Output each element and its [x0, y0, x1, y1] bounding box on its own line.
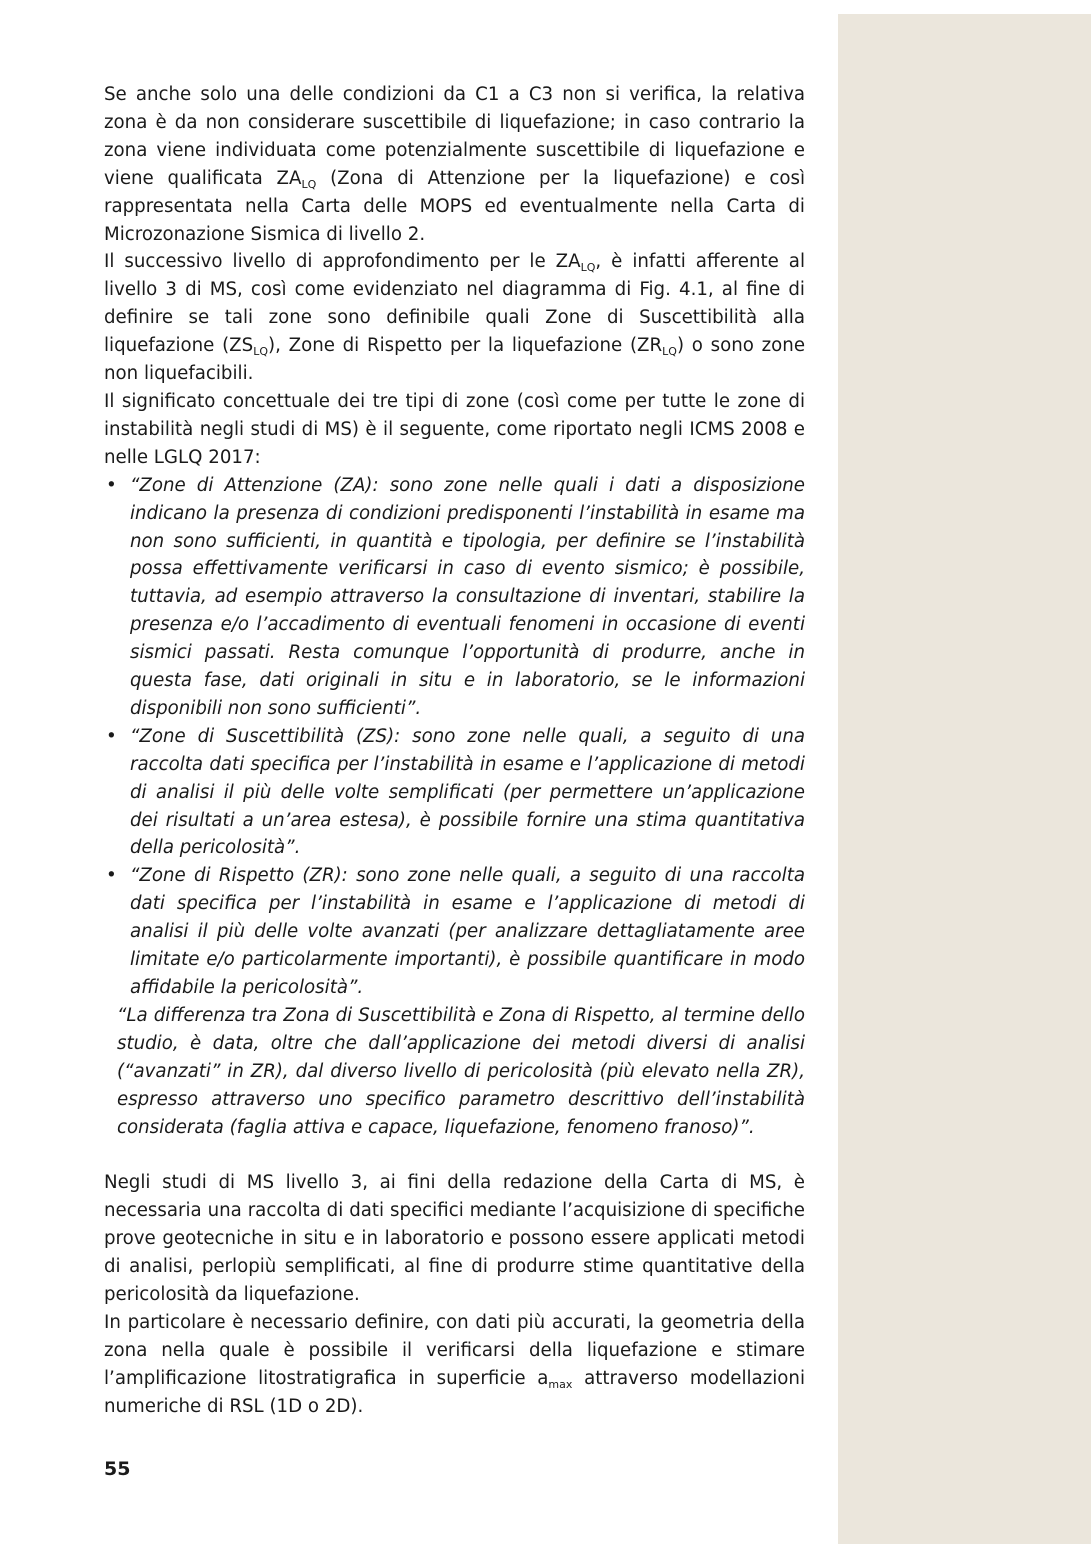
- paragraph-text: ) o sono zone non liquefacibili.: [104, 335, 806, 385]
- list-item-text: “Zone di Suscettibilità (ZS): sono zone nelle quali, a seguito di una raccolta dati specifica per l’instabilità in esame e l’applicazione di metodi di analisi il più delle volte semplificati (per permettere un’applicazione dei risultati a un’area estesa), è possibile fornire una stima quantitativa della pericolosità”.: [130, 725, 805, 859]
- subscript: LQ: [662, 345, 677, 359]
- paragraph-text: (Zona di Attenzione per la liquefazione) e così rappresentata nella Carta delle MOPS ed eventualmente nella Carta di Microzonazione Sismica di livello 2.: [104, 167, 805, 245]
- paragraph-level3: [104, 248, 805, 388]
- paragraph-text: Se anche solo una delle condizioni da C1 a C3 non si verifica, la relativa zona è da non considerare suscettibile di liquefazione; in caso contrario la zona viene individuata come potenzialmente suscettibile di liquefazione e viene qualificata ZA: [104, 84, 805, 189]
- paragraph-conditions: [104, 81, 805, 248]
- list-item-zs: [104, 723, 805, 863]
- subscript: LQ: [253, 345, 268, 359]
- list-item-text: “Zone di Attenzione (ZA): sono zone nelle quali i dati a disposizione indicano la presenza di condizioni predisponenti l’instabilità in esame ma non sono sufficienti, in quantità e tipologia, per definire se l’instabilità possa effettivamente verificarsi in caso di evento sismico; è possibile, tuttavia, ad esempio attraverso la consultazione di inventari, stabilire la presenza e/o l’accadimento di eventuali fenomeni in occasione di eventi sismici passati. Resta comunque l’opportunità di produrre, anche in questa fase, dati originali in situ e in laboratorio, se le informazioni disponibili non sono sufficienti”.: [130, 474, 805, 719]
- list-item-text: “Zone di Rispetto (ZR): sono zone nelle quali, a seguito di una raccolta dati specifica per l’instabilità in esame e l’applicazione di metodi di analisi il più delle volte avanzati (per analizzare dettagliatamente aree limitate e/o particolarmente importanti), è possibile quantificare in modo affidabile la pericolosità”.: [130, 865, 805, 998]
- subscript: LQ: [301, 177, 317, 191]
- bullet-icon: •: [106, 865, 117, 887]
- paragraph-text: ), Zone di Rispetto per la liquefazione (ZR: [268, 335, 663, 357]
- paragraph-spacer: [104, 1141, 805, 1169]
- paragraph-particular: [104, 1309, 805, 1421]
- page-body: [104, 81, 805, 1421]
- subscript: max: [548, 1377, 573, 1391]
- quote-block: “La differenza tra Zona di Suscettibilità e Zona di Rispetto, al termine dello studio, è data, oltre che dall’applicazione dei metodi diversi di analisi (“avanzati” in ZR), dal diverso livello di pericolosità (più elevato nella ZR), espresso attraverso uno specifico parametro descrittivo dell’instabilità considerata (faglia attiva e capace, liquefazione, fenomeno franoso)”.: [117, 1004, 805, 1138]
- side-margin-band: [838, 14, 1091, 1544]
- zone-definitions-list: [104, 472, 805, 1002]
- paragraph-ms-level3: Negli studi di MS livello 3, ai fini della redazione della Carta di MS, è necessaria una raccolta di dati specifici mediante l’acquisizione di specifiche prove geotecniche in situ e in laboratorio e possono essere applicati metodi di analisi, perlopiù semplificati, al fine di produrre stime quantitative della pericolosità da liquefazione.: [104, 1172, 805, 1306]
- page-number: 55: [104, 1458, 131, 1480]
- subscript: LQ: [580, 261, 596, 275]
- paragraph-text: Il successivo livello di approfondimento per le ZA: [104, 251, 581, 273]
- paragraph-text: attraverso modellazioni numeriche di RSL (1D o 2D).: [104, 1367, 806, 1417]
- bullet-icon: •: [106, 474, 117, 496]
- paragraph-text: , è infatti afferente al livello 3 di MS, così come evidenziato nel diagramma di Fig. 4.1, al fine di definire se tali zone sono definibile quali Zone di Suscettibilità alla liquefazione (ZS: [104, 251, 805, 357]
- list-item-za: [104, 472, 805, 723]
- paragraph-concept: Il significato concettuale dei tre tipi di zone (così come per tutte le zone di instabilità negli studi di MS) è il seguente, come riportato negli ICMS 2008 e nelle LGLQ 2017:: [104, 390, 805, 468]
- list-item-zr: [104, 862, 805, 1002]
- bullet-icon: •: [106, 725, 117, 747]
- paragraph-text: In particolare è necessario definire, con dati più accurati, la geometria della zona nella quale è possibile il verificarsi della liquefazione e stimare l’amplificazione litostratigrafica in superficie a: [104, 1311, 805, 1389]
